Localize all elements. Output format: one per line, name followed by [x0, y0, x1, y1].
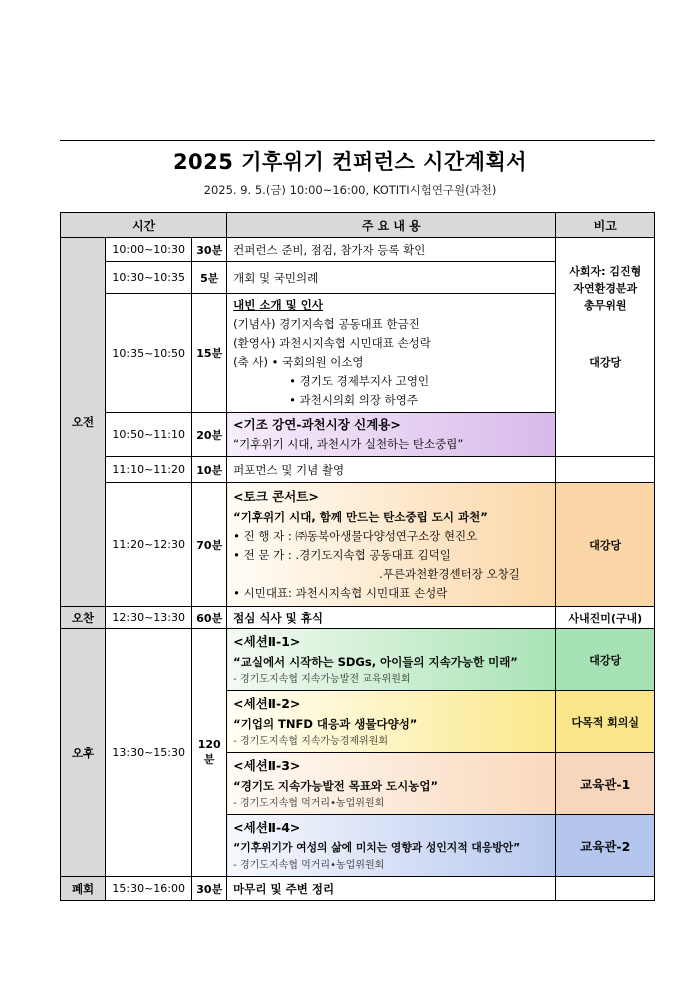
session-org: - 경기도지속협 지속가능발전 교육위원회	[233, 673, 411, 685]
row-line: (축 사) • 국회의원 이소영	[233, 355, 364, 369]
row-time: 13:30~15:30	[106, 629, 192, 877]
session-content	[227, 753, 556, 815]
row-content: 컨퍼런스 준비, 점검, 참가자 등록 확인	[227, 238, 556, 262]
session-content	[227, 815, 556, 877]
session-title: “기업의 TNFD 대응과 생물다양성”	[233, 716, 418, 731]
schedule-table	[60, 212, 655, 901]
row-line: .푸른과천환경센터장 오창길	[379, 566, 520, 581]
row-heading: <토크 콘서트>	[233, 488, 319, 504]
session-org: - 경기도지속협 지속가능경제위원회	[233, 735, 389, 747]
header-content: 주 요 내 용	[227, 213, 556, 238]
period-morning: 오전	[61, 238, 106, 607]
table-row	[61, 607, 655, 629]
host-line: 총무위원	[583, 299, 627, 312]
row-line: (기념사) 경기지속협 공동대표 한금진	[233, 317, 420, 331]
empty-note	[556, 457, 655, 483]
session-content	[227, 629, 556, 691]
row-content	[227, 294, 556, 413]
venue-note: 대강당	[589, 356, 622, 369]
host-line: 사회자: 김진형	[569, 265, 642, 278]
session-room: 교육관-1	[556, 753, 655, 815]
host-line: 자연환경분과	[573, 282, 638, 295]
row-line: • 시민대표: 과천시지속협 시민대표 손성락	[233, 585, 448, 600]
row-time: 15:30~16:00	[106, 877, 192, 901]
period-afternoon: 오후	[61, 629, 106, 877]
row-time: 10:00~10:30	[106, 238, 192, 262]
table-row	[61, 457, 655, 483]
row-duration: 60분	[192, 607, 227, 629]
session-label: <세션Ⅱ-2>	[233, 695, 301, 711]
row-content	[227, 413, 556, 457]
header-row	[61, 213, 655, 238]
header-note: 비고	[556, 213, 655, 238]
row-line: “기후위기 시대, 과천시가 실천하는 탄소중립”	[233, 437, 464, 451]
row-content	[227, 483, 556, 607]
period-lunch: 오찬	[61, 607, 106, 629]
row-heading: 내빈 소개 및 인사	[233, 298, 323, 312]
row-content: 개회 및 국민의례	[227, 262, 556, 294]
row-line: • 진 행 자 : ㈜동북아생물다양성연구소장 현진오	[233, 528, 478, 543]
session-label: <세션Ⅱ-3>	[233, 757, 301, 773]
session-label: <세션Ⅱ-4>	[233, 819, 301, 835]
row-time: 10:30~10:35	[106, 262, 192, 294]
row-duration: 30분	[192, 877, 227, 901]
row-time: 10:50~11:10	[106, 413, 192, 457]
row-duration: 20분	[192, 413, 227, 457]
session-org: - 경기도지속협 먹거리•농업위원회	[233, 859, 385, 871]
row-time: 11:10~11:20	[106, 457, 192, 483]
row-note: 대강당	[556, 483, 655, 607]
row-duration: 10분	[192, 457, 227, 483]
row-duration: 120 분	[192, 629, 227, 877]
morning-note	[556, 238, 655, 457]
title-rule	[60, 140, 655, 141]
table-row	[61, 238, 655, 262]
table-row	[61, 629, 655, 691]
session-title: “기후위기가 여성의 삶에 미치는 영향과 성인지적 대응방안”	[233, 840, 521, 854]
session-org: - 경기도지속협 먹거리•농업위원회	[233, 797, 385, 809]
empty-note	[556, 877, 655, 901]
session-room: 다목적 회의실	[556, 691, 655, 753]
row-heading: <기조 강연-과천시장 신계용>	[233, 417, 401, 432]
row-time: 10:35~10:50	[106, 294, 192, 413]
session-title: “경기도 지속가능발전 목표와 도시농업”	[233, 778, 439, 793]
row-time: 12:30~13:30	[106, 607, 192, 629]
row-content: 마무리 및 주변 정리	[227, 877, 556, 901]
session-room: 교육관-2	[556, 815, 655, 877]
page-subtitle: 2025. 9. 5.(금) 10:00~16:00, KOTITI시험연구원(과천)	[203, 183, 497, 197]
row-line: (환영사) 과천시지속협 시민대표 손성락	[233, 336, 431, 350]
page-title: 2025 기후위기 컨퍼런스 시간계획서	[172, 150, 528, 174]
row-duration: 15분	[192, 294, 227, 413]
row-duration: 30분	[192, 238, 227, 262]
session-room: 대강당	[556, 629, 655, 691]
session-content	[227, 691, 556, 753]
row-content: 점심 식사 및 휴식	[227, 607, 556, 629]
row-duration: 70분	[192, 483, 227, 607]
row-content: 퍼포먼스 및 기념 촬영	[227, 457, 556, 483]
header-time: 시간	[61, 213, 227, 238]
row-line: • 과천시의회 의장 하영주	[289, 393, 419, 407]
session-label: <세션Ⅱ-1>	[233, 633, 301, 649]
session-title: “교실에서 시작하는 SDGs, 아이들의 지속가능한 미래”	[233, 654, 518, 669]
row-note: 사내진미(구내)	[556, 607, 655, 629]
row-line: • 경기도 경제부지사 고영인	[289, 374, 430, 388]
row-quote: “기후위기 시대, 함께 만드는 탄소중립 도시 과천”	[233, 509, 488, 524]
row-line: • 전 문 가 : .경기도지속협 공동대표 김덕일	[233, 547, 451, 562]
row-duration: 5분	[192, 262, 227, 294]
row-time: 11:20~12:30	[106, 483, 192, 607]
table-row	[61, 483, 655, 607]
table-row	[61, 877, 655, 901]
period-closing: 폐회	[61, 877, 106, 901]
